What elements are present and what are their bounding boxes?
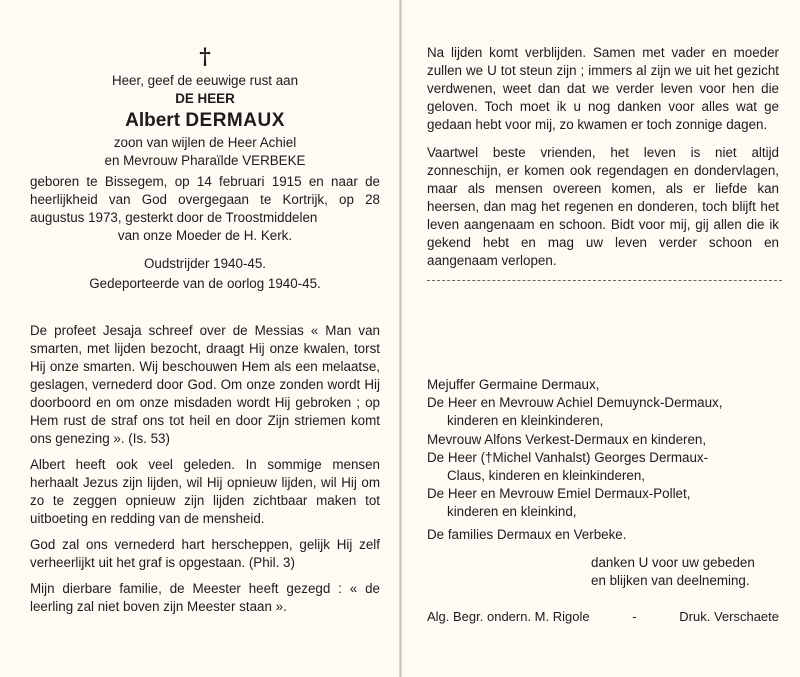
farewell-paragraph: Vaartwel beste vrienden, het leven is niet altijd zonneschijn, er komen ook regendagen en dondervlagen, maar als mensen overeen komen, als er liefde kan heersen, dan mag het regenen en donderen, toch blijft het leven aangenaam en schoon. Bidt voor mij, gij allen die ik gekend hebt en mag uw leven verder schoon en aangenaam verlopen. bbox=[427, 145, 779, 268]
scripture-paragraph: De profeet Jesaja schreef over de Messias « Man van smarten, met lijden bezocht, draagt Hij onze kwalen, torst Hij onze smarten. Wij beschouwen Hem als een melaatse, geslagen, vernederd door God. Om onze zonden wordt Hij doorboord en om onze misdaden wordt Hij gebroken ; op Hem rust de straf ons tot heil en door Zijn striemen komt ons genezing ». (Is. 53) bbox=[30, 323, 380, 446]
honorific-title: DE HEER bbox=[175, 91, 235, 106]
family-member: Mejuffer Germaine Dermaux, bbox=[427, 377, 600, 392]
suffering-paragraph: Albert heeft ook veel geleden. In sommige mensen herhaalt Jezus zijn lijden, wil Hij opnieuw lijden, wil Hij om zo te zeggen opnieuw zijn lijden zichtbaar maken tot uitboeting en redding van de mensheid. bbox=[30, 457, 380, 526]
undertaker-credit: Alg. Begr. ondern. M. Rigole bbox=[427, 608, 590, 624]
printer-credit: Druk. Verschaete bbox=[679, 608, 779, 624]
prayer-line: Heer, geef de eeuwige rust aan bbox=[111, 73, 299, 88]
family-address-paragraph: Mijn dierbare familie, de Meester heeft gezegd : « de leerling zal niet boven zijn Meester staan ». bbox=[30, 581, 380, 614]
deceased-name bbox=[30, 110, 380, 132]
surname: DERMAUX bbox=[185, 110, 285, 131]
first-name: Albert bbox=[125, 110, 181, 131]
resurrection-paragraph: God zal ons vernederd hart herscheppen, gelijk Hij zelf verheerlijkt uit het graf is opgestaan. (Phil. 3) bbox=[30, 537, 380, 570]
parents-line-1: zoon van wijlen de Heer Achiel bbox=[113, 135, 297, 150]
family-member: Claus, kinderen en kleinkinderen, bbox=[447, 468, 646, 484]
deported-line: Gedeporteerde van de oorlog 1940-45. bbox=[89, 276, 321, 291]
parents-line-2: en Mevrouw Pharaïlde VERBEKE bbox=[104, 153, 306, 168]
biography-last-line: van onze Moeder de H. Kerk. bbox=[117, 228, 293, 243]
family-member: Mevrouw Alfons Verkest-Dermaux en kinderen, bbox=[427, 431, 707, 447]
veteran-line: Oudstrijder 1940-45. bbox=[143, 256, 267, 271]
right-panel bbox=[427, 0, 779, 626]
family-member: De families Dermaux en Verbeke. bbox=[427, 526, 627, 542]
center-fold bbox=[399, 0, 402, 677]
comfort-paragraph: Na lijden komt verblijden. Samen met vader en moeder zullen we U tot steun zijn ; immers al zijn we uit het gezicht verdwenen, weet dan dat we verder leven voor hen die geloven. Toch moet ik u nog danken voor alles wat ge gedaan hebt voor mij, zo kwamen er toch zonnige dagen. bbox=[427, 45, 779, 132]
thanks-block bbox=[427, 554, 779, 590]
family-member: De Heer en Mevrouw Emiel Dermaux-Pollet, bbox=[427, 486, 691, 502]
family-member: kinderen en kleinkind, bbox=[447, 504, 577, 520]
family-list bbox=[427, 376, 779, 544]
footer-dash: - bbox=[632, 608, 637, 624]
family-member: De Heer en Mevrouw Achiel Demuynck-Dermaux, bbox=[427, 395, 723, 411]
thanks-line-2: en blijken van deelneming. bbox=[591, 572, 750, 588]
thanks-line-1: danken U voor uw gebeden bbox=[591, 554, 755, 570]
family-member: De Heer (†Michel Vanhalst) Georges Dermaux- bbox=[427, 449, 709, 465]
family-member: kinderen en kleinkinderen, bbox=[447, 413, 604, 429]
biography: geboren te Bissegem, op 14 februari 1915 en naar de heerlijkheid van God overgegaan te Kortrijk, op 28 augustus 1973, gesterkt door de Troostmiddelen bbox=[30, 174, 380, 225]
cross-icon: † bbox=[199, 44, 211, 70]
footer bbox=[427, 608, 779, 626]
left-panel bbox=[30, 0, 380, 616]
separator-line bbox=[427, 280, 782, 281]
